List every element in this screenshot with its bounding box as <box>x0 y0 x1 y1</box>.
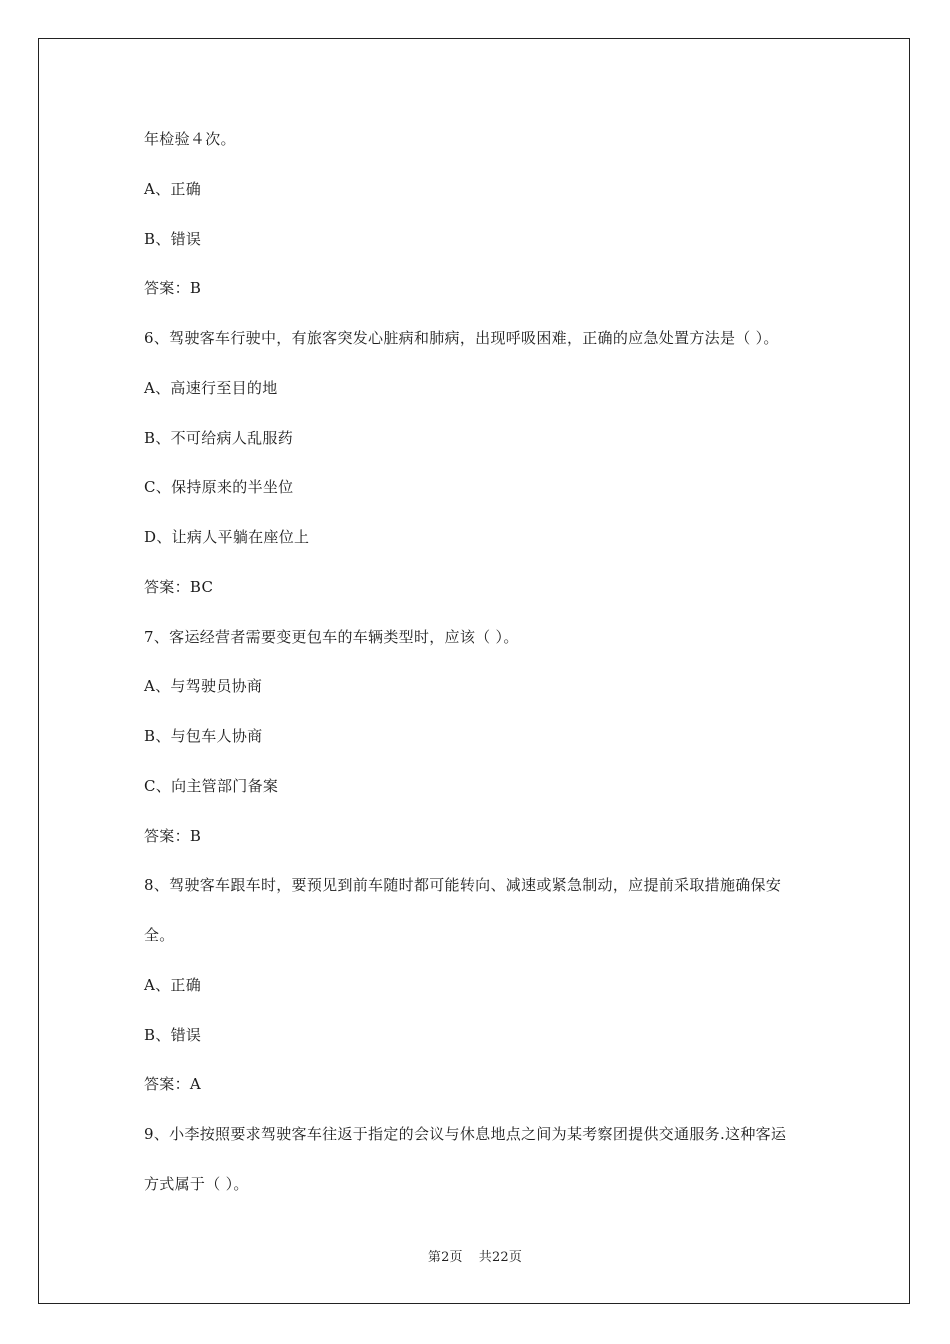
option-b: B、错误 <box>144 229 202 248</box>
question-9: 9、小李按照要求驾驶客车往返于指定的会议与休息地点之间为某考察团提供交通服务.这种客运 <box>144 1125 787 1143</box>
option-b: B、错误 <box>144 1025 202 1044</box>
option-d: D、让病人平躺在座位上 <box>144 528 310 546</box>
question-8-continued: 全。 <box>144 926 175 944</box>
question-7: 7、客运经营者需要变更包车的车辆类型时，应该（ ）。 <box>144 627 519 646</box>
page-number: 第2页 <box>427 1250 463 1265</box>
question-8: 8、驾驶客车跟车时，要预见到前车随时都可能转向、减速或紧急制动，应提前采取措施确保安 <box>144 876 782 895</box>
question-6: 6、驾驶客车行驶中，有旅客突发心脏病和肺病，出现呼吸困难，正确的应急处置方法是（ ）。 <box>144 329 779 347</box>
option-a: A、正确 <box>144 975 202 994</box>
page-footer <box>0 1246 950 1265</box>
option-a: A、与驾驶员协商 <box>144 677 263 696</box>
option-c: C、向主管部门备案 <box>144 776 279 795</box>
option-a: A、正确 <box>144 179 202 198</box>
document-body <box>144 124 824 1219</box>
text-line: 年检验４次。 <box>144 130 236 148</box>
option-b: B、不可给病人乱服药 <box>144 428 294 447</box>
answer: 答案：BC <box>144 577 214 596</box>
answer: 答案：B <box>144 279 202 298</box>
option-b: B、与包车人协商 <box>144 727 263 745</box>
option-a: A、高速行至目的地 <box>144 378 278 397</box>
answer: 答案：B <box>144 826 202 845</box>
answer: 答案：A <box>144 1075 202 1094</box>
question-9-continued: 方式属于（ ）。 <box>144 1174 249 1193</box>
page-total: 共22页 <box>478 1250 523 1265</box>
option-c: C、保持原来的半坐位 <box>144 478 294 497</box>
